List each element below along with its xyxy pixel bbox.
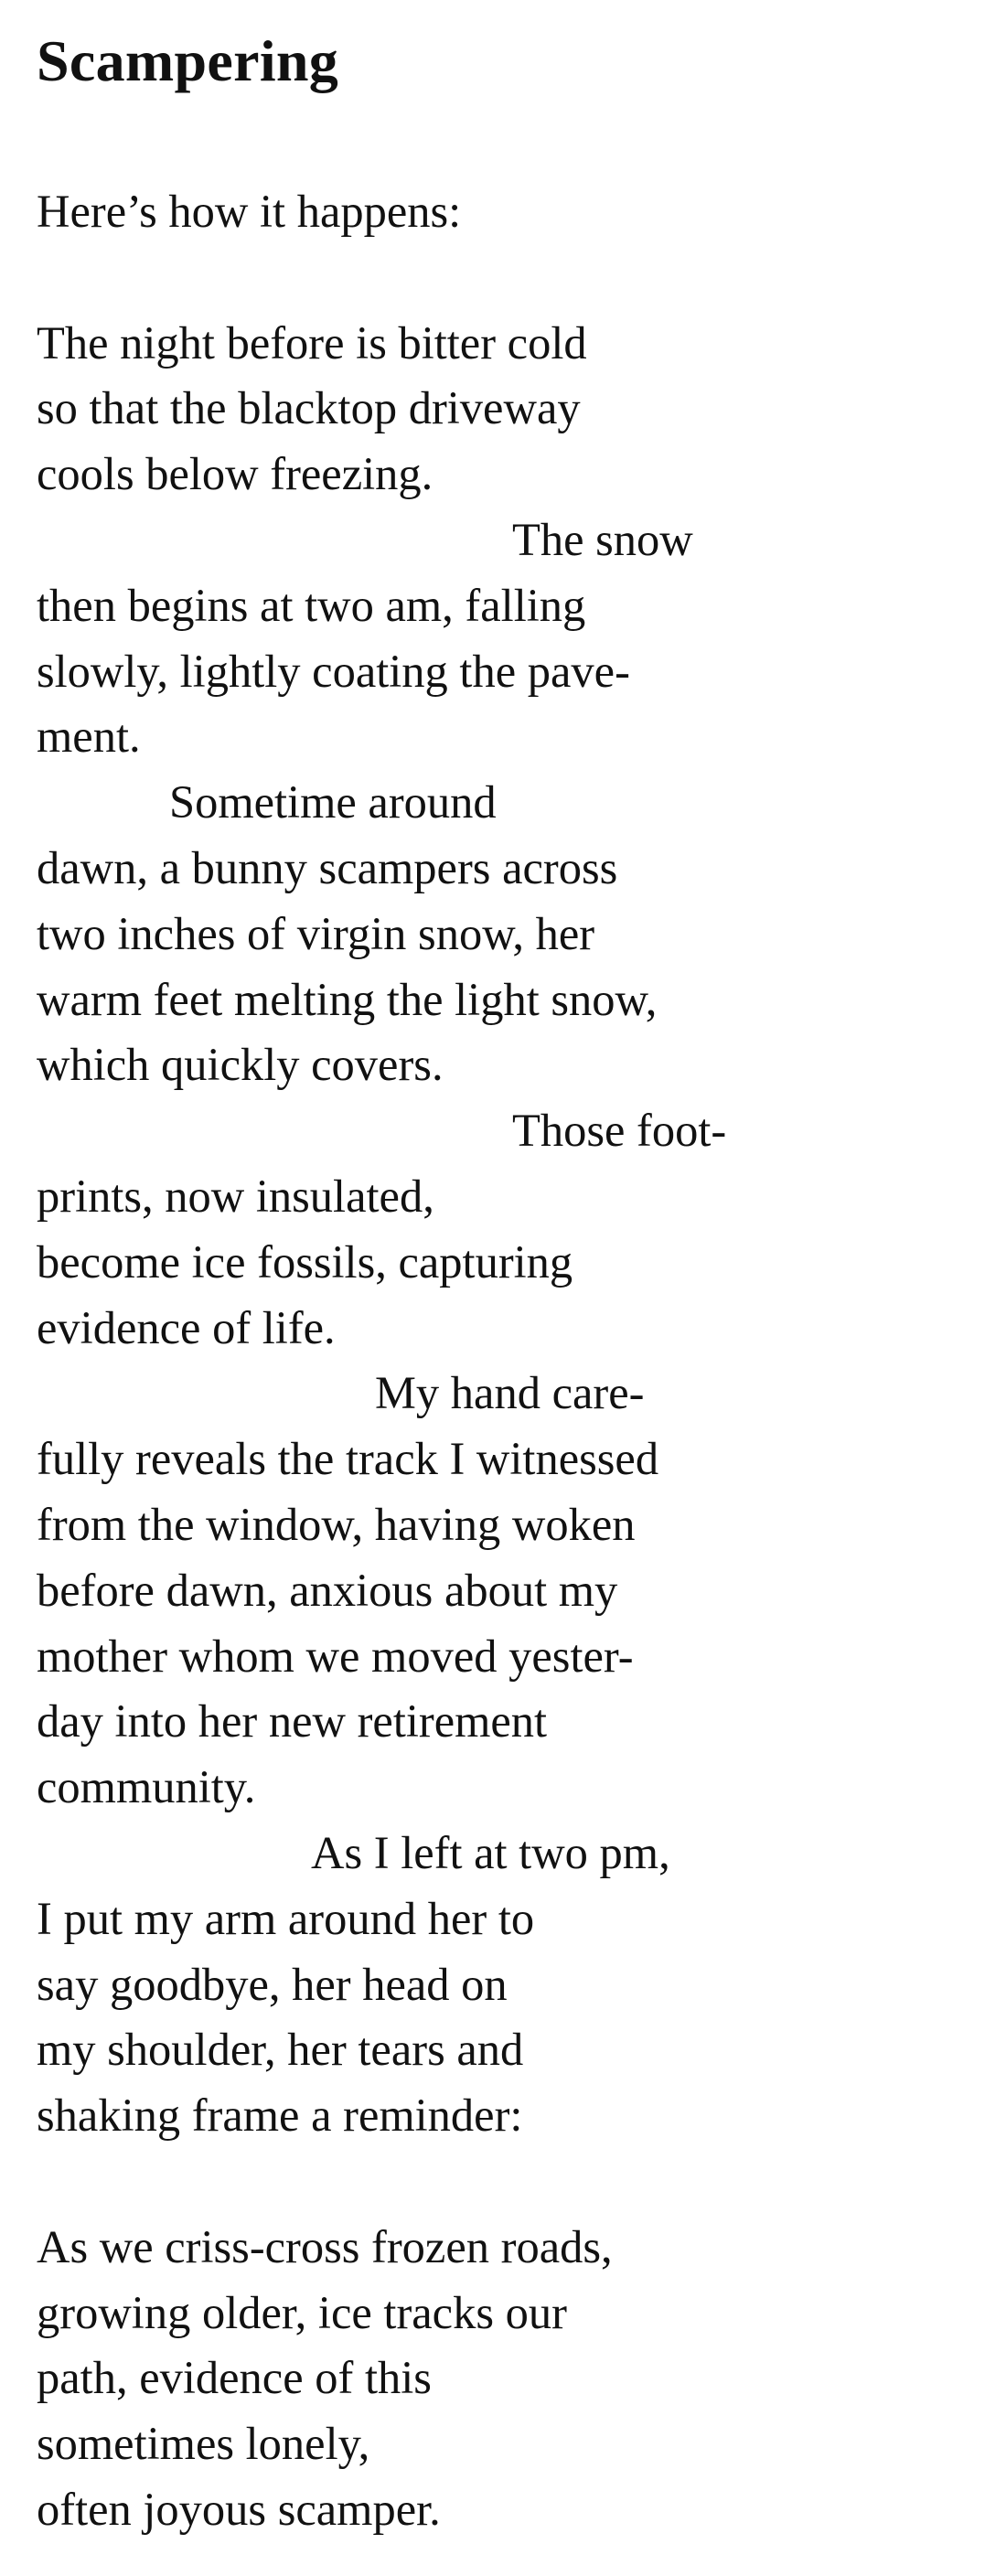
poem-line: fully reveals the track I witnessed (37, 1433, 659, 1485)
poem-line: dawn, a bunny scampers across (37, 841, 618, 893)
poem-line: from the window, having woken (37, 1498, 636, 1550)
poem-line: growing older, ice tracks our (37, 2286, 567, 2338)
poem-line-indented: Sometime around (169, 776, 497, 828)
poem-line: my shoulder, her tears and (37, 2024, 524, 2076)
stanza-break (37, 2149, 969, 2215)
poem-line: often joyous scamper. (37, 2483, 441, 2535)
poem-line: path, evidence of this (37, 2352, 432, 2404)
poem-line: cools below freezing. (37, 448, 433, 500)
poem-line: two inches of virgin snow, her (37, 907, 595, 959)
poem-line: before dawn, anxious about my (37, 1564, 618, 1616)
poem-line: I put my arm around her to (37, 1892, 535, 1944)
poem-line: prints, now insulated, (37, 1170, 434, 1222)
poem-line: evidence of life. (37, 1301, 336, 1353)
poem-line-indented: Those foot- (512, 1105, 727, 1157)
poem-line: sometimes lonely, (37, 2418, 370, 2470)
poem-line: mother whom we moved yester- (37, 1630, 634, 1682)
poem-line: become ice fossils, capturing (37, 1235, 573, 1288)
poem-line: shaking frame a reminder: (37, 2090, 523, 2142)
poem-line-indented: As I left at two pm, (311, 1826, 670, 1878)
poem-line: Here’s how it happens: (37, 186, 462, 237)
poem-line: ment. (37, 711, 141, 763)
poem-line: slowly, lightly coating the pave- (37, 645, 630, 697)
poem-line: which quickly covers. (37, 1039, 444, 1091)
poem-line-indented: The snow (512, 513, 693, 565)
poem-line: say goodbye, her head on (37, 1958, 508, 2010)
stanza-break (37, 245, 969, 311)
poem-line: warm feet melting the light snow, (37, 973, 658, 1025)
poem-body (37, 179, 969, 2543)
poem-line: As we criss-cross frozen roads, (37, 2220, 613, 2272)
poem-line: so that the blacktop driveway (37, 382, 581, 434)
poem-title: Scampering (37, 28, 339, 93)
poem-line: community. (37, 1761, 256, 1813)
poem-line: The night before is bitter cold (37, 316, 587, 369)
poem-line: day into her new retirement (37, 1695, 548, 1748)
poem-line: then begins at two am, falling (37, 579, 586, 631)
poem-line-indented: My hand care- (375, 1367, 645, 1419)
